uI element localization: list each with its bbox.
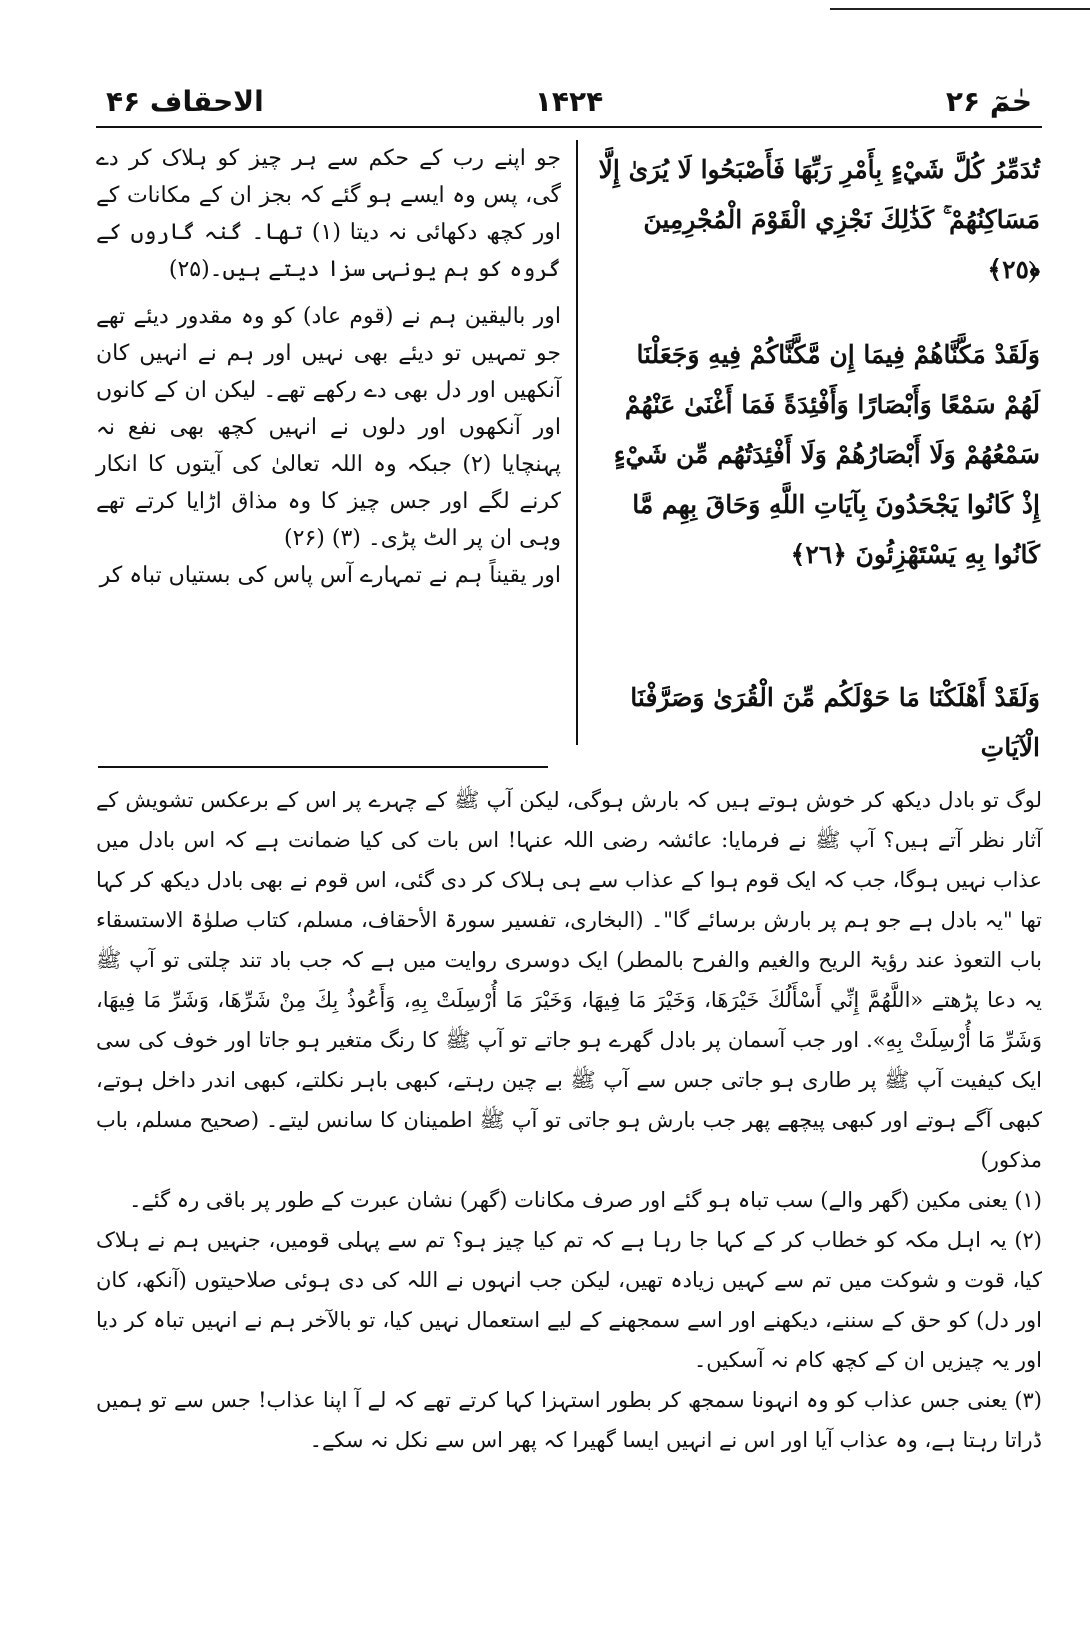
urdu-translation-column	[96, 140, 561, 594]
arabic-verse-25: تُدَمِّرُ كُلَّ شَيْءٍ بِأَمْرِ رَبِّهَا فَأَصْبَحُوا لَا يُرَىٰ إِلَّا مَسَاكِنُهُمْ ۚ كَذَٰلِكَ نَجْزِي الْقَوْمَ الْمُجْرِمِينَ ﴿٢٥﴾	[598, 155, 1040, 284]
header-rule	[96, 126, 1042, 128]
commentary-main: لوگ تو بادل دیکھ کر خوش ہوتے ہیں کہ بارش ہوگی، لیکن آپ ﷺ کے چہرے پر اس کے برعکس تشویش کے آثار نظر آتے ہیں؟ آپ ﷺ نے فرمایا: عائشہ رضی اللہ عنہا! اس بات کی کیا ضمانت ہے کہ اس بادل میں عذاب نہیں ہوگا، جب کہ ایک قوم ہوا کے عذاب سے ہی ہلاک کر دی گئی، اس قوم نے بھی بادل دیکھ کر کہا تھا "یہ بادل ہے جو ہم پر بارش برسائے گا"۔ (البخاری، تفسیر سورۃ الأحقاف، مسلم، کتاب صلوٰۃ الاستسقاء باب التعوذ عند رؤیۃ الریح والغیم والفرح بالمطر) ایک دوسری روایت میں ہے کہ جب باد تند چلتی تو آپ ﷺ یہ دعا پڑھتے «اللَّهُمَّ إِنِّي أَسْأَلُكَ خَيْرَهَا، وَخَيْرَ مَا فِيهَا، وَخَيْرَ مَا أُرْسِلَتْ بِهِ، وَأَعُوذُ بِكَ مِنْ شَرِّهَا، وَشَرِّ مَا فِيهَا، وَشَرِّ مَا أُرْسِلَتْ بِهِ». اور جب آسمان پر بادل گھرے ہو جاتے تو آپ ﷺ کا رنگ متغیر ہو جاتا اور خوف کی سی ایک کیفیت آپ ﷺ پر طاری ہو جاتی جس سے آپ ﷺ بے چین رہتے، کبھی باہر نکلتے، کبھی اندر داخل ہوتے، کبھی آگے ہوتے اور کبھی پیچھے پھر جب بارش ہو جاتی تو آپ ﷺ اطمینان کا سانس لیتے۔ (صحیح مسلم، باب مذکور)	[96, 788, 1042, 1172]
footnote-3: (۳) یعنی جس عذاب کو وہ انہونا سمجھ کر بطور استہزا کہا کرتے تھے کہ لے آ اپنا عذاب! جس سے تو ہمیں ڈراتا رہتا ہے، وہ عذاب آیا اور اس نے انہیں ایسا گھیرا کہ پھر اس سے نکل نہ سکے۔	[96, 1388, 1042, 1452]
column-divider	[576, 140, 578, 745]
commentary-section	[96, 780, 1042, 1460]
translation-verse-27: اور یقیناً ہم نے تمہارے آس پاس کی بستیاں تباہ کر	[99, 563, 561, 588]
surah-name-header: الاحقاف ۴۶	[106, 85, 264, 118]
translation-verse-26: اور بالیقین ہم نے (قوم عاد) کو وہ مقدور دیئے تھے جو تمہیں تو دیئے بھی نہیں اور ہم نے انہیں کان آنکھیں اور دل بھی دے رکھے تھے۔ لیکن ان کے کانوں اور آنکھوں اور دلوں نے انہیں کچھ بھی نفع نہ پہنچایا (۲) جبکہ وہ اللہ تعالیٰ کی آیتوں کا انکار کرنے لگے اور جس چیز کا وہ مذاق اڑایا کرتے تھے وہی ان پر الٹ پڑی۔ (۳) (۲۶)	[96, 304, 561, 551]
top-rule	[830, 8, 1090, 10]
arabic-verse-26: وَلَقَدْ مَكَّنَّاهُمْ فِيمَا إِن مَّكَّنَّاكُمْ فِيهِ وَجَعَلْنَا لَهُمْ سَمْعًا وَأَبْصَارًا وَأَفْئِدَةً فَمَا أَغْنَىٰ عَنْهُمْ سَمْعُهُمْ وَلَا أَبْصَارُهُمْ وَلَا أَفْئِدَتُهُم مِّن شَيْءٍ إِذْ كَانُوا يَجْحَدُونَ بِآيَاتِ اللَّهِ وَحَاقَ بِهِم مَّا كَانُوا بِهِ يَسْتَهْزِئُونَ ﴿٢٦﴾	[613, 340, 1040, 569]
page-number: ۱۴۲۴	[534, 85, 604, 118]
footnote-rule	[98, 766, 548, 768]
translation-verse-25: جو اپنے رب کے حکم سے ہر چیز کو ہلاک کر دے گی، پس وہ ایسے ہو گئے کہ بجز ان کے مکانات کے اور کچھ دکھائی نہ دیتا (۱) تھا۔ گنہ گاروں کے گروہ کو ہم یونہی سزا دیتے ہیں۔(۲۵)	[96, 146, 561, 282]
page-header	[96, 82, 1042, 122]
para-name-header: حٰمٓ ۲۶	[945, 85, 1032, 118]
footnote-2: (۲) یہ اہل مکہ کو خطاب کر کے کہا جا رہا ہے کہ تم کیا چیز ہو؟ تم سے پہلی قومیں، جنہیں ہم نے ہلاک کیا، قوت و شوکت میں تم سے کہیں زیادہ تھیں، لیکن جب انہوں نے اللہ کی دی ہوئی صلاحیتوں (آنکھ، کان اور دل) کو حق کے سننے، دیکھنے اور اسے سمجھنے کے لیے استعمال نہیں کیا، تو بالآخر ہم نے انہیں تباہ کر دیا اور یہ چیزیں ان کے کچھ کام نہ آسکیں۔	[96, 1228, 1042, 1372]
footnote-1: (۱) یعنی مکین (گھر والے) سب تباہ ہو گئے اور صرف مکانات (گھر) نشان عبرت کے طور پر باقی رہ گئے۔	[129, 1188, 1042, 1212]
arabic-verse-27: وَلَقَدْ أَهْلَكْنَا مَا حَوْلَكُم مِّنَ الْقُرَىٰ وَصَرَّفْنَا الْآيَاتِ	[630, 683, 1040, 762]
